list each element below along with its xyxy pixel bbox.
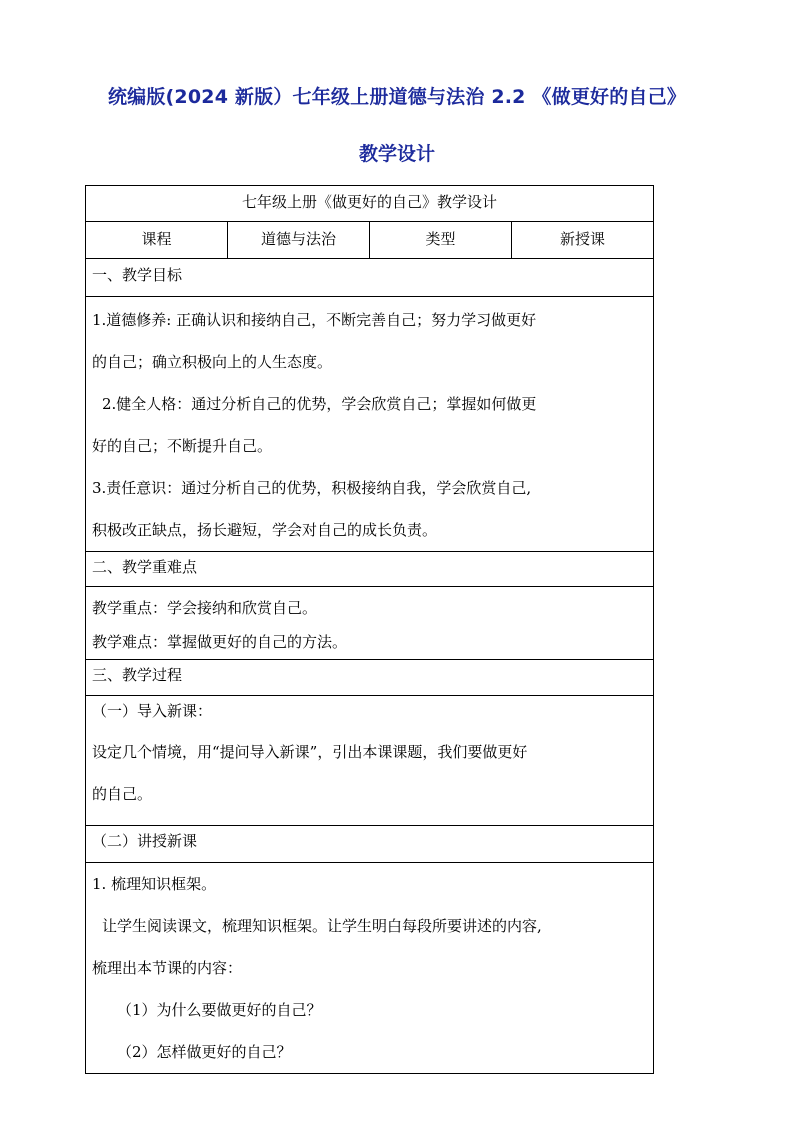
info-cell: 道德与法治 <box>228 222 370 259</box>
sub-title-cell: （二）讲授新课 <box>86 826 654 863</box>
info-cell: 新授课 <box>512 222 654 259</box>
step-line: 梳理出本节课的内容： <box>92 959 243 977</box>
difficult-point: 教学难点：掌握做更好的自己的方法。 <box>92 633 348 651</box>
table-header: 七年级上册《做更好的自己》教学设计 <box>86 186 654 222</box>
step-line: 1. 梳理知识框架。 <box>92 875 217 893</box>
document-subtitle: 教学设计 <box>358 143 435 165</box>
section-title: 一、教学目标 <box>86 259 654 297</box>
sub-title: （一）导入新课： <box>92 702 213 720</box>
section-title: 三、教学过程 <box>86 660 654 696</box>
step-line: （2）怎样做更好的自己？ <box>117 1043 292 1061</box>
info-cell: 课程 <box>86 222 228 259</box>
document-title: 统编版(2024 新版）七年级上册道德与法治 2.2 《做更好的自己》 <box>107 86 687 108</box>
info-cell: 类型 <box>370 222 512 259</box>
objectives-cell <box>86 297 654 552</box>
objective-line: 的自己；确立积极向上的人生态度。 <box>92 353 333 371</box>
step-line: （1）为什么要做更好的自己？ <box>117 1001 322 1019</box>
intro-cell <box>86 696 654 826</box>
objective-line: 积极改正缺点，扬长避短，学会对自己的成长负责。 <box>92 521 438 539</box>
step-cell <box>86 863 654 1074</box>
key-point: 教学重点：学会接纳和欣赏自己。 <box>92 599 318 617</box>
key-points-cell <box>86 587 654 660</box>
section-title: 二、教学重难点 <box>86 552 654 587</box>
step-line: 让学生阅读课文，梳理知识框架。让学生明白每段所要讲述的内容, <box>102 917 542 935</box>
objective-line: 2.健全人格：通过分析自己的优势，学会欣赏自己；掌握如何做更 <box>102 395 537 413</box>
intro-line: 的自己。 <box>92 785 153 803</box>
objective-line: 好的自己；不断提升自己。 <box>92 437 273 455</box>
objective-line: 1.道德修养: 正确认识和接纳自己，不断完善自己；努力学习做更好 <box>92 311 537 329</box>
objective-line: 3.责任意识：通过分析自己的优势，积极接纳自我，学会欣赏自己, <box>92 479 532 497</box>
intro-line: 设定几个情境，用“提问导入新课”，引出本课课题，我们要做更好 <box>92 743 528 761</box>
lesson-plan-table <box>85 185 654 1074</box>
